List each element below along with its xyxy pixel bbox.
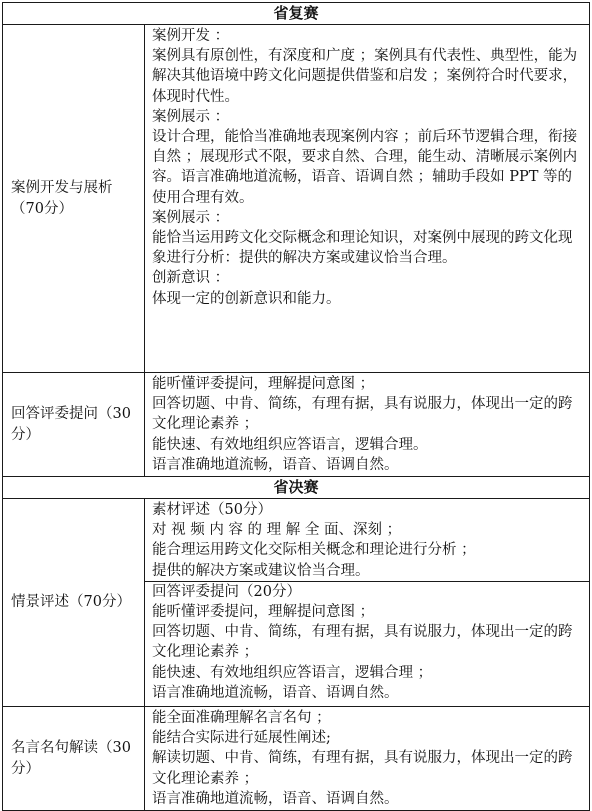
criteria-text: 语言准确地道流畅，语音、语调自然。 [152, 456, 399, 473]
criteria-text: 能全面准确理解名言名句 ； [152, 710, 331, 727]
criteria-heading: 案例开发 ： [152, 28, 230, 44]
criteria-text: 语言准确地道流畅，语音、语调自然。 [152, 790, 399, 807]
criteria-heading: 案例展示 ： [152, 108, 230, 125]
criteria-heading: 素材评述（50分） [152, 502, 272, 519]
criteria-text: 能结合实际进行延展性阐述; [152, 730, 331, 747]
criteria-content [145, 25, 590, 373]
criteria-text: 能听懂评委提问，理解提问意图 ； [152, 604, 375, 621]
criteria-text: 回答切题、中肯、简练，有理有据，具有说服力，体现出一定的跨文化理论素养 ； [152, 396, 573, 433]
criteria-text: 语言准确地道流畅，语音、语调自然。 [152, 684, 399, 701]
criteria-content [145, 373, 590, 477]
criteria-text: 能恰当运用跨文化交际概念和理论知识，对案例中展现的跨文化现象进行分析：提供的解决方案或建议恰当合理。 [152, 230, 573, 267]
scoring-criteria-table [2, 2, 590, 811]
criteria-text: 能快速、有效地组织应答语言，逻辑合理。 [152, 436, 428, 453]
criteria-text: 提供的解决方案或建议恰当合理。 [152, 562, 370, 579]
criteria-heading: 案例展示 ： [152, 209, 230, 226]
criteria-text: 能听懂评委提问，理解提问意图 ； [152, 376, 375, 392]
criteria-text: 能合理运用跨文化交际相关概念和理论进行分析 ； [152, 542, 476, 559]
criteria-heading: 创新意识 ： [152, 270, 230, 287]
criteria-block [152, 708, 585, 809]
criteria-label: 名言名句解读（30分） [3, 707, 145, 811]
criteria-text: 案例具有原创性，有深度和广度 ；案例具有代表性、典型性，能为解决其他语境中跨文化问题提供借鉴和启发 ；案例符合时代要求，体现时代性。 [152, 48, 578, 105]
criteria-row-answer-questions [3, 373, 590, 477]
section-header-row [3, 477, 590, 499]
criteria-content [145, 499, 590, 707]
section-title-provincial-semifinal: 省复赛 [3, 3, 590, 25]
criteria-block [152, 500, 585, 581]
criteria-row-quote-interpretation [3, 707, 590, 811]
criteria-text: 解读切题、中肯、简练，有理有据，具有说服力，体现出一定的跨文化理论素养 ； [152, 750, 573, 787]
criteria-block [152, 26, 585, 309]
criteria-label: 案例开发与展析（70分） [3, 25, 145, 373]
criteria-text: 设计合理，能恰当准确地表现案例内容 ；前后环节逻辑合理，衔接自然 ；展现形式不限，要求自然、合理，能生动、清晰展示案例内容。语言准确地道流畅，语音、语调自然 ；辅助手段如 PPT 等的使用合理有效。 [152, 129, 578, 206]
criteria-heading: 回答评委提问（20分） [152, 583, 301, 600]
criteria-text: 能快速、有效地组织应答语言，逻辑合理 ； [152, 664, 433, 681]
criteria-block [145, 581, 589, 703]
criteria-row-case-development [3, 25, 590, 373]
section-header-row [3, 3, 590, 25]
criteria-block [152, 374, 585, 475]
section-title-provincial-final: 省决赛 [3, 477, 590, 499]
criteria-content [145, 707, 590, 811]
criteria-row-scenario-commentary [3, 499, 590, 707]
criteria-label: 回答评委提问（30分） [3, 373, 145, 477]
criteria-text: 对 视 频 内 容 的 理 解 全 面、深刻 ； [152, 522, 402, 539]
criteria-text: 体现一定的创新意识和能力。 [152, 290, 341, 307]
criteria-label: 情景评述（70分） [3, 499, 145, 707]
criteria-text: 回答切题、中肯、简练，有理有据，具有说服力，体现出一定的跨文化理论素养 ； [152, 624, 573, 661]
